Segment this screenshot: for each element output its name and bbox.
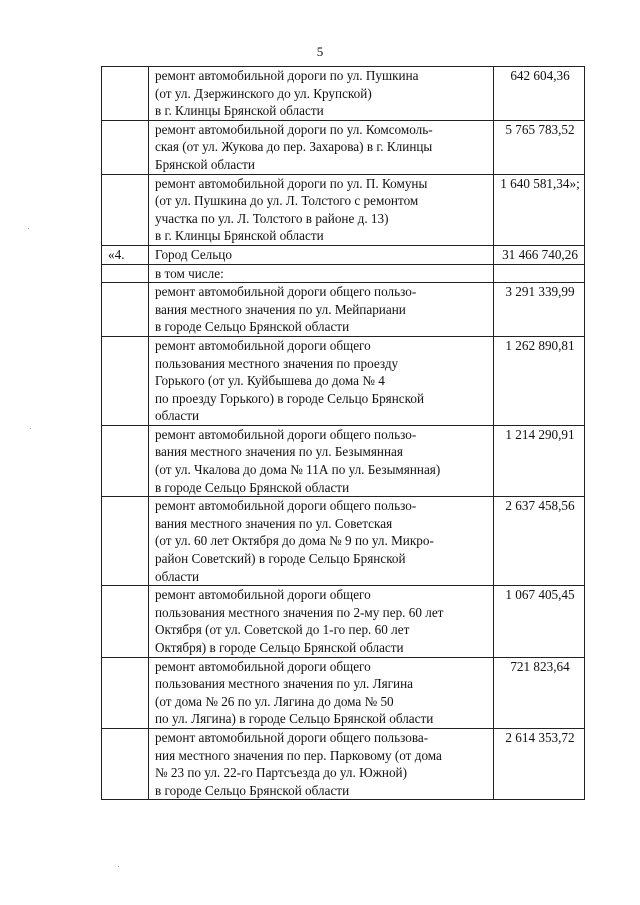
row-number-cell [102, 67, 149, 121]
amount-cell [494, 264, 585, 283]
description-line: вания местного значения по ул. Мейпариани [155, 301, 406, 317]
description-line: (от ул. Пушкина до ул. Л. Толстого с ремонтом [155, 193, 419, 209]
scan-speck [30, 428, 31, 429]
description-line: ния местного значения по пер. Парковому (от дома [155, 747, 442, 763]
table-row [102, 728, 585, 799]
amount-cell: 2 614 353,72 [494, 728, 585, 799]
description-line: области [155, 408, 200, 424]
table-row [102, 264, 585, 283]
description-cell [149, 657, 494, 728]
description-line: ремонт автомобильной дороги общего [155, 587, 371, 603]
table-row [102, 425, 585, 496]
description-line: ремонт автомобильной дороги по ул. Пушкина [155, 68, 419, 83]
description-cell [149, 67, 494, 121]
description-cell [149, 245, 494, 264]
table-body [102, 67, 585, 800]
row-number-cell [102, 657, 149, 728]
description-cell [149, 425, 494, 496]
amount-cell: 1 640 581,34»; [494, 174, 585, 245]
description-line: ремонт автомобильной дороги общего [155, 337, 371, 353]
description-line: Октября (от ул. Советской до 1-го пер. 60 лет [155, 622, 410, 638]
description-line: Брянской области [155, 156, 255, 172]
description-line: ремонт автомобильной дороги по ул. П. Комуны [155, 175, 428, 191]
description-cell [149, 264, 494, 283]
description-line: ская (от ул. Жукова до пер. Захарова) в г. Клинцы [155, 139, 433, 155]
description-line: № 23 по ул. 22-го Партсъезда до ул. Южной) [155, 765, 408, 781]
description-cell [149, 120, 494, 174]
description-line: по проезду Горького) в городе Сельцо Брянской [155, 390, 425, 406]
table-row [102, 245, 585, 264]
description-cell [149, 497, 494, 586]
amount-cell: 3 291 339,99 [494, 283, 585, 337]
description-line: Октября) в городе Сельцо Брянской области [155, 640, 404, 655]
description-line: ремонт автомобильной дороги общего пользо- [155, 498, 417, 514]
row-number-cell [102, 586, 149, 657]
row-number-cell: «4. [102, 245, 149, 264]
description-line: пользования местного значения по проезду [155, 355, 399, 371]
description-line: ремонт автомобильной дороги общего пользо- [155, 426, 417, 442]
row-number-cell [102, 174, 149, 245]
description-line: в том числе: [155, 265, 224, 281]
amount-cell: 1 214 290,91 [494, 425, 585, 496]
amount-cell: 2 637 458,56 [494, 497, 585, 586]
description-line: (от ул. 60 лет Октября до дома № 9 по ул. Микро- [155, 533, 434, 549]
description-line: области [155, 568, 200, 584]
table-row [102, 174, 585, 245]
row-number-cell [102, 728, 149, 799]
table-row [102, 283, 585, 337]
row-number-cell [102, 497, 149, 586]
description-line: в городе Сельцо Брянской области [155, 479, 350, 495]
description-line: пользования местного значения по 2-му пер. 60 лет [155, 604, 444, 620]
table-row [102, 586, 585, 657]
description-line: вания местного значения по ул. Советская [155, 515, 393, 531]
description-cell [149, 336, 494, 425]
description-line: (от дома № 26 по ул. Лягина до дома № 50 [155, 693, 394, 709]
description-line: (от ул. Чкалова до дома № 11А по ул. Безымянная) [155, 462, 441, 478]
description-cell [149, 283, 494, 337]
table-row [102, 120, 585, 174]
description-cell [149, 728, 494, 799]
description-line: ремонт автомобильной дороги по ул. Комсомоль- [155, 121, 433, 137]
scan-speck [118, 866, 119, 867]
description-line: Горького (от ул. Куйбышева до дома № 4 [155, 373, 385, 389]
scan-speck [28, 228, 29, 229]
description-line: вания местного значения по ул. Безымянная [155, 444, 403, 460]
description-line: участка по ул. Л. Толстого в районе д. 13) [155, 210, 389, 226]
description-line: по ул. Лягина) в городе Сельцо Брянской области [155, 711, 434, 727]
amount-cell: 642 604,36 [494, 67, 585, 121]
row-number-cell [102, 425, 149, 496]
table-row [102, 497, 585, 586]
description-line: ремонт автомобильной дороги общего [155, 658, 371, 674]
description-cell [149, 586, 494, 657]
description-line: ремонт автомобильной дороги общего пользова- [155, 729, 429, 745]
amount-cell: 31 466 740,26 [494, 245, 585, 264]
row-number-cell [102, 264, 149, 283]
amount-cell: 1 262 890,81 [494, 336, 585, 425]
description-line: пользования местного значения по ул. Лягина [155, 676, 414, 692]
row-number-cell [102, 120, 149, 174]
row-number-cell [102, 283, 149, 337]
amount-cell: 5 765 783,52 [494, 120, 585, 174]
description-line: Город Сельцо [155, 246, 232, 262]
description-line: (от ул. Дзержинского до ул. Крупской) [155, 85, 372, 101]
table-row [102, 67, 585, 121]
budget-table [101, 66, 585, 800]
description-line: ремонт автомобильной дороги общего пользо- [155, 284, 417, 300]
row-number-cell [102, 336, 149, 425]
description-line: район Советский) в городе Сельцо Брянской [155, 551, 406, 567]
description-line: в городе Сельцо Брянской области [155, 782, 350, 798]
page-number: 5 [316, 44, 324, 59]
table-row [102, 657, 585, 728]
amount-cell: 721 823,64 [494, 657, 585, 728]
description-cell [149, 174, 494, 245]
table-row [102, 336, 585, 425]
description-line: в г. Клинцы Брянской области [155, 228, 324, 244]
description-line: в городе Сельцо Брянской области [155, 319, 350, 335]
description-line: в г. Клинцы Брянской области [155, 103, 324, 119]
amount-cell: 1 067 405,45 [494, 586, 585, 657]
